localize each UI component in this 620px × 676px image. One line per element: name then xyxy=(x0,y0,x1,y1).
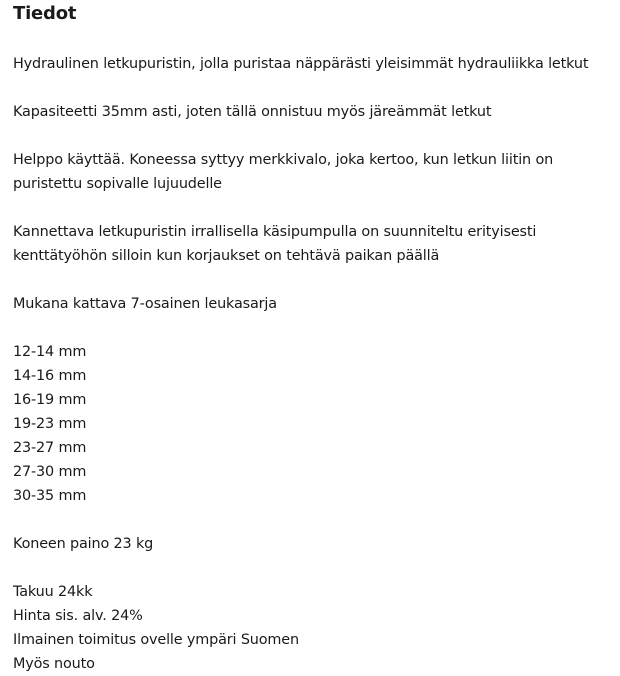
jaw-size-item: 16-19 mm xyxy=(13,392,87,408)
description-jaw-set: Mukana kattava 7-osainen leukasarja xyxy=(13,296,277,312)
price-vat-info: Hinta sis. alv. 24% xyxy=(13,608,143,624)
warranty-info: Takuu 24kk xyxy=(13,584,93,600)
description-ease-of-use xyxy=(13,148,613,196)
product-details xyxy=(13,0,613,676)
jaw-size-item: 27-30 mm xyxy=(13,464,87,480)
section-title: Tiedot xyxy=(13,3,77,24)
jaw-size-item: 19-23 mm xyxy=(13,416,87,432)
jaw-size-item: 23-27 mm xyxy=(13,440,87,456)
ease-of-use-line-1: Helppo käyttää. Koneessa syttyy merkkivalo, joka kertoo, kun letkun liitin on xyxy=(13,152,554,168)
portable-line-2: kenttätyöhön silloin kun korjaukset on tehtävä paikan päällä xyxy=(13,248,440,264)
ease-of-use-line-2: puristettu sopivalle lujuudelle xyxy=(13,176,222,192)
purchase-info-list xyxy=(13,580,613,676)
description-portable xyxy=(13,220,613,268)
jaw-sizes-list xyxy=(13,340,613,508)
jaw-size-item: 30-35 mm xyxy=(13,488,87,504)
machine-weight: Koneen paino 23 kg xyxy=(13,536,154,552)
pickup-info: Myös nouto xyxy=(13,656,95,672)
description-hose-crimper: Hydraulinen letkupuristin, jolla puristaa näppärästi yleisimmät hydrauliikka letkut xyxy=(13,56,589,72)
description-capacity: Kapasiteetti 35mm asti, joten tällä onnistuu myös järeämmät letkut xyxy=(13,104,492,120)
free-delivery-info: Ilmainen toimitus ovelle ympäri Suomen xyxy=(13,632,299,648)
portable-line-1: Kannettava letkupuristin irrallisella käsipumpulla on suunniteltu erityisesti xyxy=(13,224,537,240)
jaw-size-item: 14-16 mm xyxy=(13,368,87,384)
jaw-size-item: 12-14 mm xyxy=(13,344,87,360)
